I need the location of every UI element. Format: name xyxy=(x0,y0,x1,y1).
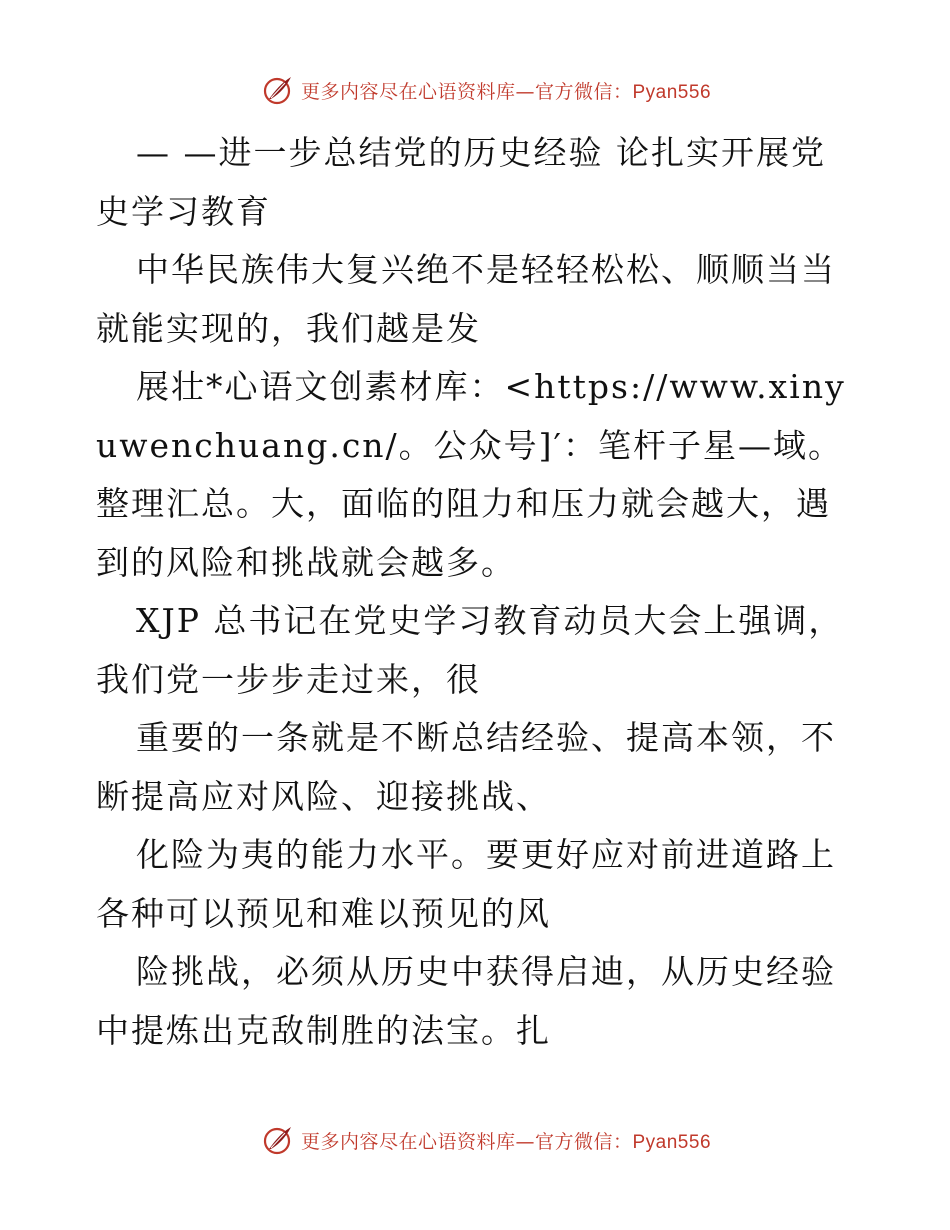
paragraph-2 xyxy=(96,241,856,358)
document-body xyxy=(96,124,856,1060)
header-banner-inner xyxy=(261,73,711,107)
footer-banner-main: 更多内容尽在心语资料库 xyxy=(300,1130,516,1153)
paragraph-4 xyxy=(96,592,856,709)
footer-banner-separator: —官方微信： xyxy=(515,1130,633,1153)
header-banner xyxy=(0,70,950,110)
header-banner-text xyxy=(301,77,711,104)
header-banner-separator: —官方微信： xyxy=(515,80,633,103)
paragraph-text: — —进一步总结党的历史经验 论扎实开展党史学习教育 xyxy=(96,133,826,231)
footer-banner-text xyxy=(301,1127,711,1154)
header-wechat-id: Pyan556 xyxy=(632,81,712,103)
paragraph-3 xyxy=(96,358,856,592)
footer-banner-inner xyxy=(261,1123,711,1157)
paragraph-text: 险挑战，必须从历史中获得启迪，从历史经验中提炼出克敌制胜的法宝。扎 xyxy=(96,952,836,1050)
paragraph-text: 重要的一条就是不断总结经验、提高本领，不断提高应对风险、迎接挑战、 xyxy=(96,718,836,816)
paragraph-text: 中华民族伟大复兴绝不是轻轻松松、顺顺当当就能实现的，我们越是发 xyxy=(96,250,836,348)
header-banner-main: 更多内容尽在心语资料库 xyxy=(300,80,516,103)
paragraph-text: 展壮*心语文创素材库：<https://www.xinyuwenchuang.cn/。公众号]′：笔杆子星—域。整理汇总。大，面临的阻力和压力就会越大，遇到的风险和挑战就会越多。 xyxy=(96,367,846,582)
paragraph-5 xyxy=(96,709,856,826)
footer-banner xyxy=(0,1120,950,1160)
feather-pen-logo-icon xyxy=(261,73,295,107)
paragraph-7 xyxy=(96,943,856,1060)
footer-wechat-id: Pyan556 xyxy=(632,1131,712,1153)
paragraph-6 xyxy=(96,826,856,943)
paragraph-text: XJP 总书记在党史学习教育动员大会上强调，我们党一步步走过来，很 xyxy=(96,601,844,699)
paragraph-title xyxy=(96,124,856,241)
feather-pen-logo-icon xyxy=(261,1123,295,1157)
paragraph-text: 化险为夷的能力水平。要更好应对前进道路上各种可以预见和难以预见的风 xyxy=(96,835,836,933)
